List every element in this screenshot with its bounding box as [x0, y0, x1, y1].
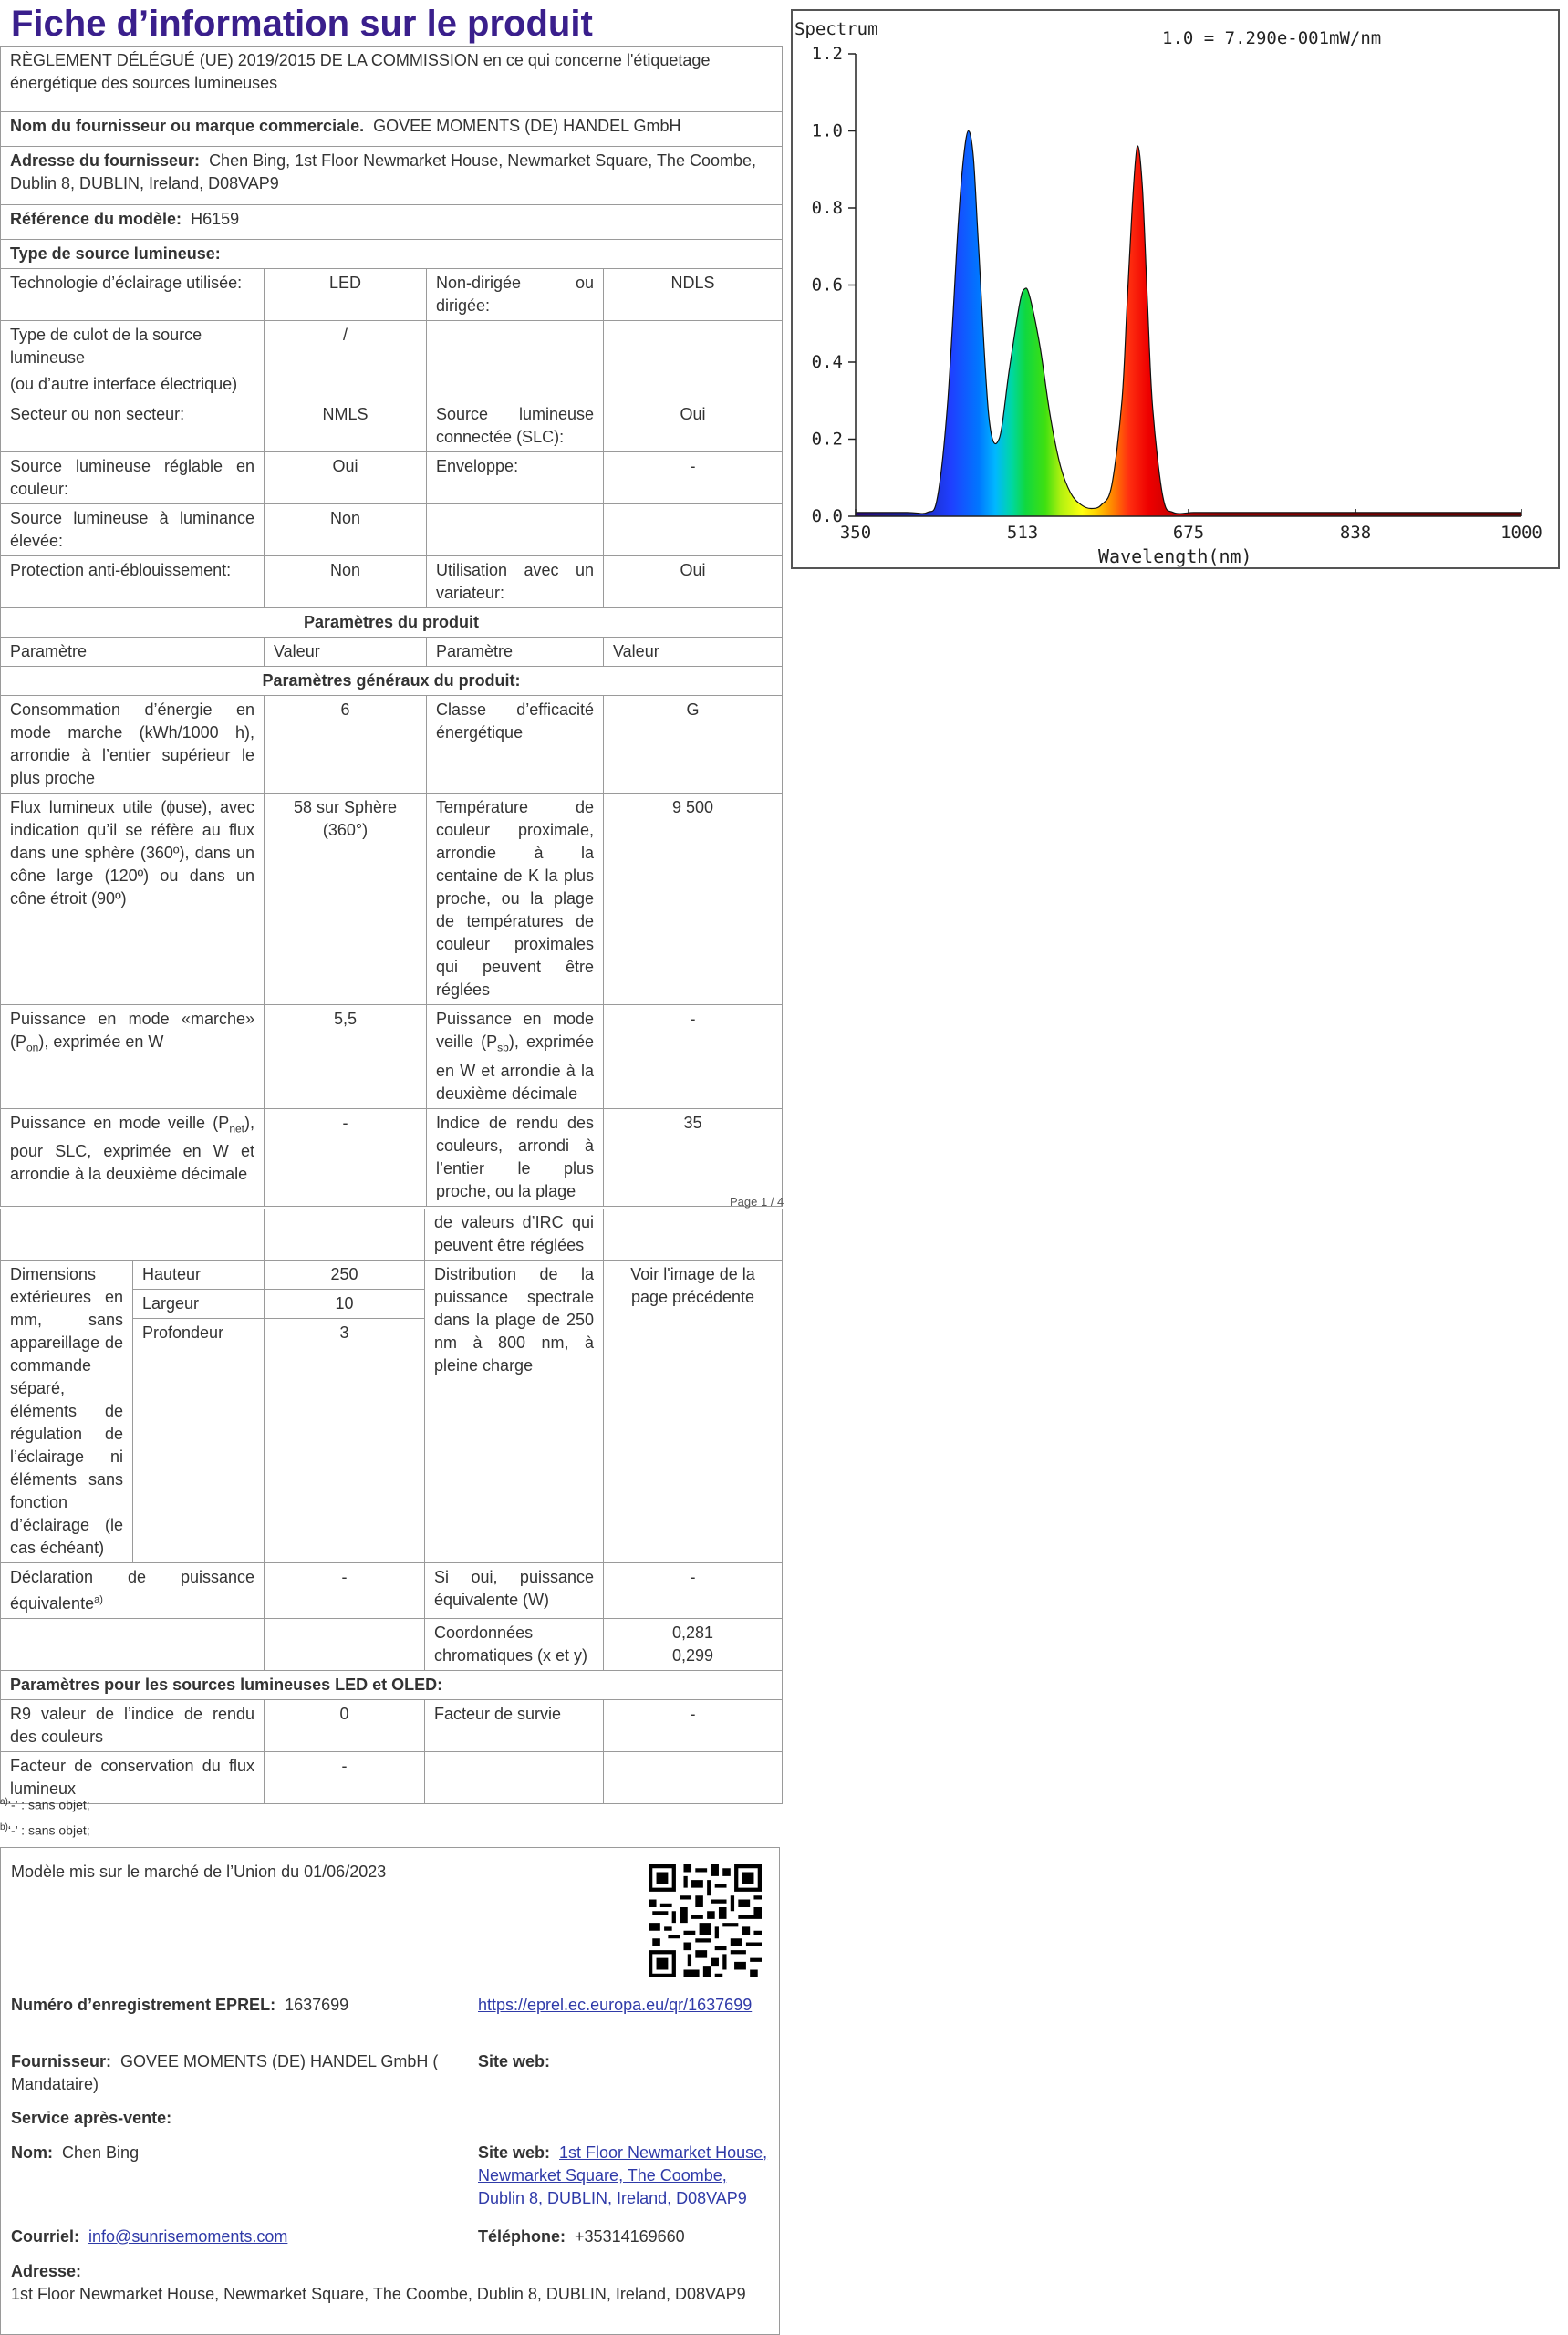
- footnote-text: ‘-’ : sans objet;: [7, 1822, 90, 1838]
- page-title: Fiche d’information sur le produit: [11, 4, 593, 44]
- r9-label: R9 valeur de l’indice de rendu des couleurs: [1, 1700, 265, 1752]
- lumen-maintenance-label: Facteur de conservation du flux lumineux: [1, 1752, 265, 1804]
- dimmable-value: Oui: [604, 556, 783, 608]
- model-row: [1, 205, 783, 240]
- contact-phone: [478, 2226, 685, 2248]
- envelope-label: Enveloppe:: [427, 452, 604, 504]
- energy-consumption-label: Consommation d’énergie en mode marche (kWh/1000 h), arrondie à l’entier supérieur le plus proche: [1, 696, 265, 794]
- supplier-name-row: [1, 112, 783, 147]
- contact-email: [11, 2226, 287, 2248]
- label-part: ), exprimée en W et arrondie à la deuxième décimale: [436, 1033, 594, 1103]
- y-tick-label: 1.0: [811, 120, 843, 141]
- phone-label: Téléphone:: [478, 2227, 566, 2246]
- chart-scale-note: 1.0 = 7.290e-001mW/nm: [1162, 28, 1382, 48]
- empty-cell: [604, 1752, 783, 1804]
- width-value: 10: [265, 1290, 425, 1319]
- depth-label: Profondeur: [133, 1319, 265, 1563]
- luminous-flux-label: Flux lumineux utile (ɸuse), avec indication qu’il se réfère au flux dans une sphère (360º), dans un cône large (120º) ou dans un cône étroit (90º): [1, 794, 265, 1005]
- energy-consumption-value: 6: [265, 696, 427, 794]
- column-header-parameter: Paramètre: [1, 638, 265, 667]
- spectral-distribution-value: Voir l'image de la page précédente: [604, 1261, 783, 1563]
- empty-cell: [265, 1619, 425, 1671]
- label-subscript: net: [229, 1122, 244, 1136]
- width-label: Largeur: [133, 1290, 265, 1319]
- label-subscript: sb: [497, 1041, 509, 1054]
- equivalent-watt-label: Si oui, puissance équivalente (W): [425, 1563, 604, 1619]
- email-label: Courriel:: [11, 2227, 80, 2246]
- qr-code: [649, 1864, 762, 1977]
- lighting-technology-value: LED: [265, 269, 427, 321]
- label-superscript: a): [94, 1594, 103, 1605]
- chromaticity-value: [604, 1619, 783, 1671]
- model-value: H6159: [191, 210, 240, 228]
- empty-cell: [427, 504, 604, 556]
- chromaticity-label: Coordonnées chromatiques (x et y): [425, 1619, 604, 1671]
- spectrum-area: [856, 130, 1521, 516]
- footnote-mark: b): [0, 1822, 8, 1832]
- mains-label: Secteur ou non secteur:: [1, 400, 265, 452]
- regulation-text: RÈGLEMENT DÉLÉGUÉ (UE) 2019/2015 DE LA COMMISSION en ce qui concerne l'étiquetage énergétique des sources lumineuses: [1, 47, 783, 112]
- email-link[interactable]: info@sunrisemoments.com: [88, 2227, 288, 2246]
- survival-factor-value: -: [604, 1700, 783, 1752]
- after-sales-heading: Service après-vente:: [11, 2109, 172, 2127]
- r9-value: 0: [265, 1700, 425, 1752]
- general-parameters-heading: Paramètres généraux du produit:: [1, 667, 783, 696]
- on-mode-power-value: 5,5: [265, 1005, 427, 1109]
- supplier-address-row: [1, 147, 783, 205]
- label-part: ), pour SLC, exprimée en W et arrondie à la deuxième décimale: [10, 1113, 254, 1184]
- chromaticity-y: 0,299: [671, 1646, 714, 1665]
- cap-type-cell: [1, 321, 265, 400]
- color-temperature-value: 9 500: [604, 794, 783, 1005]
- eprel-registration: [11, 1994, 348, 2017]
- dimmable-label: Utilisation avec un variateur:: [427, 556, 604, 608]
- luminous-flux-value: 58 sur Sphère (360°): [265, 794, 427, 1005]
- phone-value: +35314169660: [575, 2227, 685, 2246]
- height-value: 250: [265, 1261, 425, 1290]
- label-part: Puissance en mode veille (P: [10, 1113, 230, 1132]
- networked-standby-value: -: [265, 1108, 427, 1206]
- eprel-section: [0, 1847, 780, 2335]
- registration-number: 1637699: [285, 1996, 349, 2014]
- address-label: Adresse:: [11, 2262, 82, 2280]
- energy-class-value: G: [604, 696, 783, 794]
- footnote-mark: a): [0, 1797, 8, 1807]
- contact-name: [11, 2142, 139, 2164]
- product-table-page1: [0, 46, 783, 1207]
- cri-label: Indice de rendu des couleurs, arrondi à l’entier le plus proche, ou la plage: [427, 1108, 604, 1206]
- empty-cell: [1, 1209, 265, 1261]
- high-luminance-value: Non: [265, 504, 427, 556]
- y-tick-label: 0.4: [811, 352, 843, 372]
- survival-factor-label: Facteur de survie: [425, 1700, 604, 1752]
- directional-value: NDLS: [604, 269, 783, 321]
- lumen-maintenance-value: -: [265, 1752, 425, 1804]
- anti-glare-value: Non: [265, 556, 427, 608]
- website-label: Site web:: [478, 2052, 551, 2070]
- y-tick-label: 0.8: [811, 198, 843, 218]
- on-mode-power-label: [1, 1005, 265, 1109]
- equivalent-power-value: -: [265, 1563, 425, 1619]
- cri-label-continued: de valeurs d’IRC qui peuvent être réglées: [425, 1209, 604, 1261]
- cap-type-value: /: [265, 321, 427, 400]
- website-label: Site web:: [478, 2143, 551, 2162]
- colour-tuneable-label: Source lumineuse réglable en couleur:: [1, 452, 265, 504]
- led-parameters-heading: Paramètres pour les sources lumineuses LED et OLED:: [1, 1671, 783, 1700]
- connected-source-label: Source lumineuse connectée (SLC):: [427, 400, 604, 452]
- dimensions-label: Dimensions extérieures en mm, sans appareillage de commande séparé, éléments de régulation de l’éclairage ni éléments sans fonction d’éclairage (le cas échéant): [1, 1261, 133, 1563]
- footnote-a: [0, 1797, 90, 1812]
- empty-cell: [604, 1209, 783, 1261]
- chromaticity-x: 0,281: [671, 1624, 714, 1642]
- mains-value: NMLS: [265, 400, 427, 452]
- y-tick-label: 0.0: [811, 506, 843, 526]
- lighting-technology-label: Technologie d’éclairage utilisée:: [1, 269, 265, 321]
- name-label: Nom:: [11, 2143, 53, 2162]
- empty-cell: [604, 321, 783, 400]
- label-part: ), exprimée en W: [38, 1033, 164, 1051]
- supplier-address-value: Chen Bing, 1st Floor Newmarket House, Newmarket Square, The Coombe, Dublin 8, DUBLIN, Ireland, D08VAP9: [10, 151, 756, 192]
- contact-website: [478, 2142, 770, 2210]
- empty-cell: [427, 321, 604, 400]
- cri-value: 35: [604, 1108, 783, 1206]
- y-tick-label: 1.2: [811, 44, 843, 64]
- column-header-value: Valeur: [265, 638, 427, 667]
- market-date-text: Modèle mis sur le marché de l’Union du 01/06/2023: [11, 1863, 387, 1881]
- y-tick-label: 0.2: [811, 429, 843, 450]
- eprel-link[interactable]: https://eprel.ec.europa.eu/qr/1637699: [478, 1996, 753, 2014]
- product-parameters-heading: Paramètres du produit: [1, 608, 783, 638]
- networked-standby-label: [1, 1108, 265, 1206]
- envelope-value: -: [604, 452, 783, 504]
- column-header-parameter: Paramètre: [427, 638, 604, 667]
- supplier-address-label: Adresse du fournisseur:: [10, 151, 201, 170]
- x-tick-label: 838: [1339, 523, 1372, 543]
- equivalent-power-label: [1, 1563, 265, 1619]
- spectrum-chart: [791, 9, 1560, 569]
- page-number: Page 1 / 4: [730, 1195, 784, 1209]
- depth-value: 3: [265, 1319, 425, 1563]
- x-tick-label: 513: [1006, 523, 1039, 543]
- y-tick-label: 0.6: [811, 275, 843, 296]
- label-part: Déclaration de puissance équivalente: [10, 1568, 254, 1613]
- connected-source-value: Oui: [604, 400, 783, 452]
- equivalent-watt-value: -: [604, 1563, 783, 1619]
- footnote-b: [0, 1822, 90, 1838]
- label-part: Puissance en mode veille (P: [436, 1010, 594, 1051]
- x-tick-label: 350: [839, 523, 872, 543]
- spectral-distribution-label: Distribution de la puissance spectrale dans la plage de 250 nm à 800 nm, à pleine charge: [425, 1261, 604, 1563]
- cap-type-label-extra: (ou d’autre interface électrique): [10, 375, 238, 393]
- footnote-text: ‘-’ : sans objet;: [7, 1797, 90, 1812]
- colour-tuneable-value: Oui: [265, 452, 427, 504]
- supplier-name-value: GOVEE MOMENTS (DE) HANDEL GmbH: [373, 117, 681, 135]
- energy-class-label: Classe d’efficacité énergétique: [427, 696, 604, 794]
- empty-cell: [425, 1752, 604, 1804]
- chart-title: Spectrum: [794, 19, 878, 39]
- registration-label: Numéro d’enregistrement EPREL:: [11, 1996, 276, 2014]
- spectrum-plot: [793, 11, 1558, 567]
- product-table-page2: [0, 1209, 783, 1804]
- supplier-name-label: Nom du fournisseur ou marque commerciale.: [10, 117, 365, 135]
- empty-cell: [265, 1209, 425, 1261]
- standby-power-label: [427, 1005, 604, 1109]
- supplier-value: GOVEE MOMENTS (DE) HANDEL GmbH ( Mandataire): [11, 2052, 439, 2093]
- x-tick-label: 675: [1172, 523, 1205, 543]
- high-luminance-label: Source lumineuse à luminance élevée:: [1, 504, 265, 556]
- label-subscript: on: [26, 1041, 39, 1054]
- label-part: Puissance en mode «marche» (P: [10, 1010, 254, 1051]
- anti-glare-label: Protection anti-éblouissement:: [1, 556, 265, 608]
- x-axis-label: Wavelength(nm): [1098, 545, 1252, 567]
- directional-label: Non-dirigée ou dirigée:: [427, 269, 604, 321]
- address-value: 1st Floor Newmarket House, Newmarket Square, The Coombe, Dublin 8, DUBLIN, Ireland, D08VAP9: [11, 2285, 746, 2303]
- cap-type-label: Type de culot de la source lumineuse: [10, 326, 202, 367]
- height-label: Hauteur: [133, 1261, 265, 1290]
- standby-power-value: -: [604, 1005, 783, 1109]
- empty-cell: [1, 1619, 265, 1671]
- supplier-label: Fournisseur:: [11, 2052, 112, 2070]
- color-temperature-label: Température de couleur proximale, arrondie à la centaine de K la plus proche, ou la plage de températures de couleur proximales qui peuvent être réglées: [427, 794, 604, 1005]
- empty-cell: [604, 504, 783, 556]
- model-label: Référence du modèle:: [10, 210, 182, 228]
- y-axis-ticks: [812, 44, 856, 526]
- supplier-info: [11, 2050, 458, 2096]
- x-tick-label: 1000: [1501, 523, 1542, 543]
- source-type-heading: Type de source lumineuse:: [1, 240, 783, 269]
- name-value: Chen Bing: [62, 2143, 140, 2162]
- column-header-value: Valeur: [604, 638, 783, 667]
- website-link[interactable]: 1st Floor Newmarket House, Newmarket Square, The Coombe, Dublin 8, DUBLIN, Ireland, D08VAP9: [478, 2143, 768, 2207]
